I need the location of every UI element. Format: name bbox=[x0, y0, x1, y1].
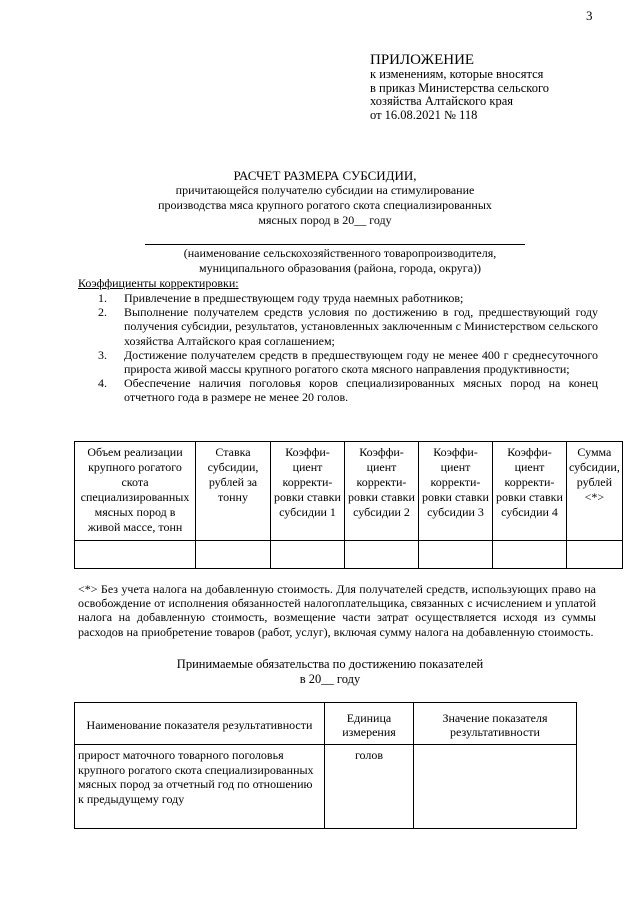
table-row bbox=[75, 541, 623, 569]
item-number: 4. bbox=[98, 376, 107, 391]
org-note-line: (наименование сельскохозяйственного товаропроизводителя, bbox=[183, 246, 497, 260]
appendix-line: к изменениям, которые вносятся bbox=[370, 67, 544, 81]
item-number: 1. bbox=[98, 291, 107, 305]
coefficient-item bbox=[78, 376, 598, 404]
obligations-title bbox=[100, 657, 560, 687]
table-header-row bbox=[75, 703, 577, 745]
data-cell[interactable] bbox=[493, 541, 567, 569]
header-cell: Наименование показателя результативности bbox=[75, 703, 325, 745]
title-main: РАСЧЕТ РАЗМЕРА СУБСИДИИ, bbox=[233, 168, 417, 183]
item-text: Выполнение получателем средств условия по достижению в год, предшествующий году получения субсидии, результатов, установленных заключенным с Министерством сельского хозяйства Алтайского края соглашением; bbox=[124, 305, 598, 348]
coefficient-item bbox=[78, 348, 598, 376]
header-cell: Объем реализации крупного рогатого скота специализированных мясных пород в живой массе, тонн bbox=[75, 442, 196, 541]
data-cell[interactable] bbox=[567, 541, 623, 569]
header-cell: Единица измерения bbox=[325, 703, 414, 745]
title-line: производства мяса крупного рогатого скота специализированных bbox=[158, 198, 492, 212]
header-cell: Коэффи-циент корректи-ровки ставки субсидии 3 bbox=[419, 442, 493, 541]
obligations-title-line: Принимаемые обязательства по достижению показателей bbox=[176, 657, 484, 671]
appendix-line: хозяйства Алтайского края bbox=[370, 94, 513, 108]
header-cell: Коэффи-циент корректи-ровки ставки субсидии 1 bbox=[271, 442, 345, 541]
header-cell: Ставка субсидии, рублей за тонну bbox=[196, 442, 271, 541]
appendix-header bbox=[370, 52, 620, 122]
obligations-title-line: в 20__ году bbox=[299, 672, 361, 686]
item-text: Достижение получателем средств в предшествующем году не менее 400 г среднесуточного прироста живой массы крупного рогатого скота мясного направления продуктивности; bbox=[124, 347, 598, 377]
item-number: 3. bbox=[98, 347, 107, 362]
page-number: 3 bbox=[586, 8, 593, 23]
appendix-heading: ПРИЛОЖЕНИЕ bbox=[370, 52, 475, 68]
item-text: Привлечение в предшествующем году труда наемных работников; bbox=[124, 291, 464, 305]
obligations-table bbox=[74, 702, 577, 829]
data-cell[interactable] bbox=[75, 541, 196, 569]
org-note-line: муниципального образования (района, города, округа)) bbox=[198, 261, 482, 275]
document-title bbox=[60, 168, 590, 228]
appendix-line: от 16.08.2021 № 118 bbox=[370, 107, 478, 122]
data-cell[interactable] bbox=[196, 541, 271, 569]
header-cell: Коэффи-циент корректи-ровки ставки субсидии 2 bbox=[345, 442, 419, 541]
vat-footnote: <*> Без учета налога на добавленную стоимость. Для получателей средств, использующих право на освобождение от исполнения обязанностей налогоплательщика, связанных с исчислением и уплатой налога на добавленную стоимость, возмещение части затрат осуществляется исходя из суммы расходов на приобретение товаров (работ, услуг), включая сумму налога на добавленную стоимость. bbox=[78, 582, 596, 639]
indicator-value[interactable] bbox=[414, 745, 577, 829]
coefficients-heading: Коэффициенты корректировки: bbox=[78, 276, 239, 290]
table-header-row bbox=[75, 442, 623, 541]
data-cell[interactable] bbox=[419, 541, 493, 569]
data-cell[interactable] bbox=[345, 541, 419, 569]
title-line: причитающейся получателю субсидии на стимулирование bbox=[175, 183, 475, 197]
coefficient-item bbox=[78, 305, 598, 348]
data-cell[interactable] bbox=[271, 541, 345, 569]
item-text: Обеспечение наличия поголовья коров специализированных мясных пород на конец отчетного года в размере не менее 20 голов. bbox=[124, 376, 598, 405]
coefficient-item bbox=[78, 291, 598, 305]
table-row bbox=[75, 745, 577, 829]
header-cell: Значение показателя результативности bbox=[414, 703, 577, 745]
header-cell: Коэффи-циент корректи-ровки ставки субсидии 4 bbox=[493, 442, 567, 541]
coefficients-list bbox=[78, 291, 598, 405]
organization-note bbox=[120, 246, 560, 276]
indicator-unit: голов bbox=[325, 745, 414, 829]
indicator-name: прирост маточного товарного поголовья крупного рогатого скота специализированных мясных пород за отчетный год по отношению к предыдущему году bbox=[75, 745, 325, 829]
title-line: мясных пород в 20__ году bbox=[258, 213, 392, 227]
header-cell: Сумма субсидии, рублей <*> bbox=[567, 442, 623, 541]
subsidy-calc-table bbox=[74, 441, 623, 569]
appendix-line: в приказ Министерства сельского bbox=[370, 80, 550, 95]
item-number: 2. bbox=[98, 305, 107, 320]
fill-in-line bbox=[145, 244, 525, 245]
